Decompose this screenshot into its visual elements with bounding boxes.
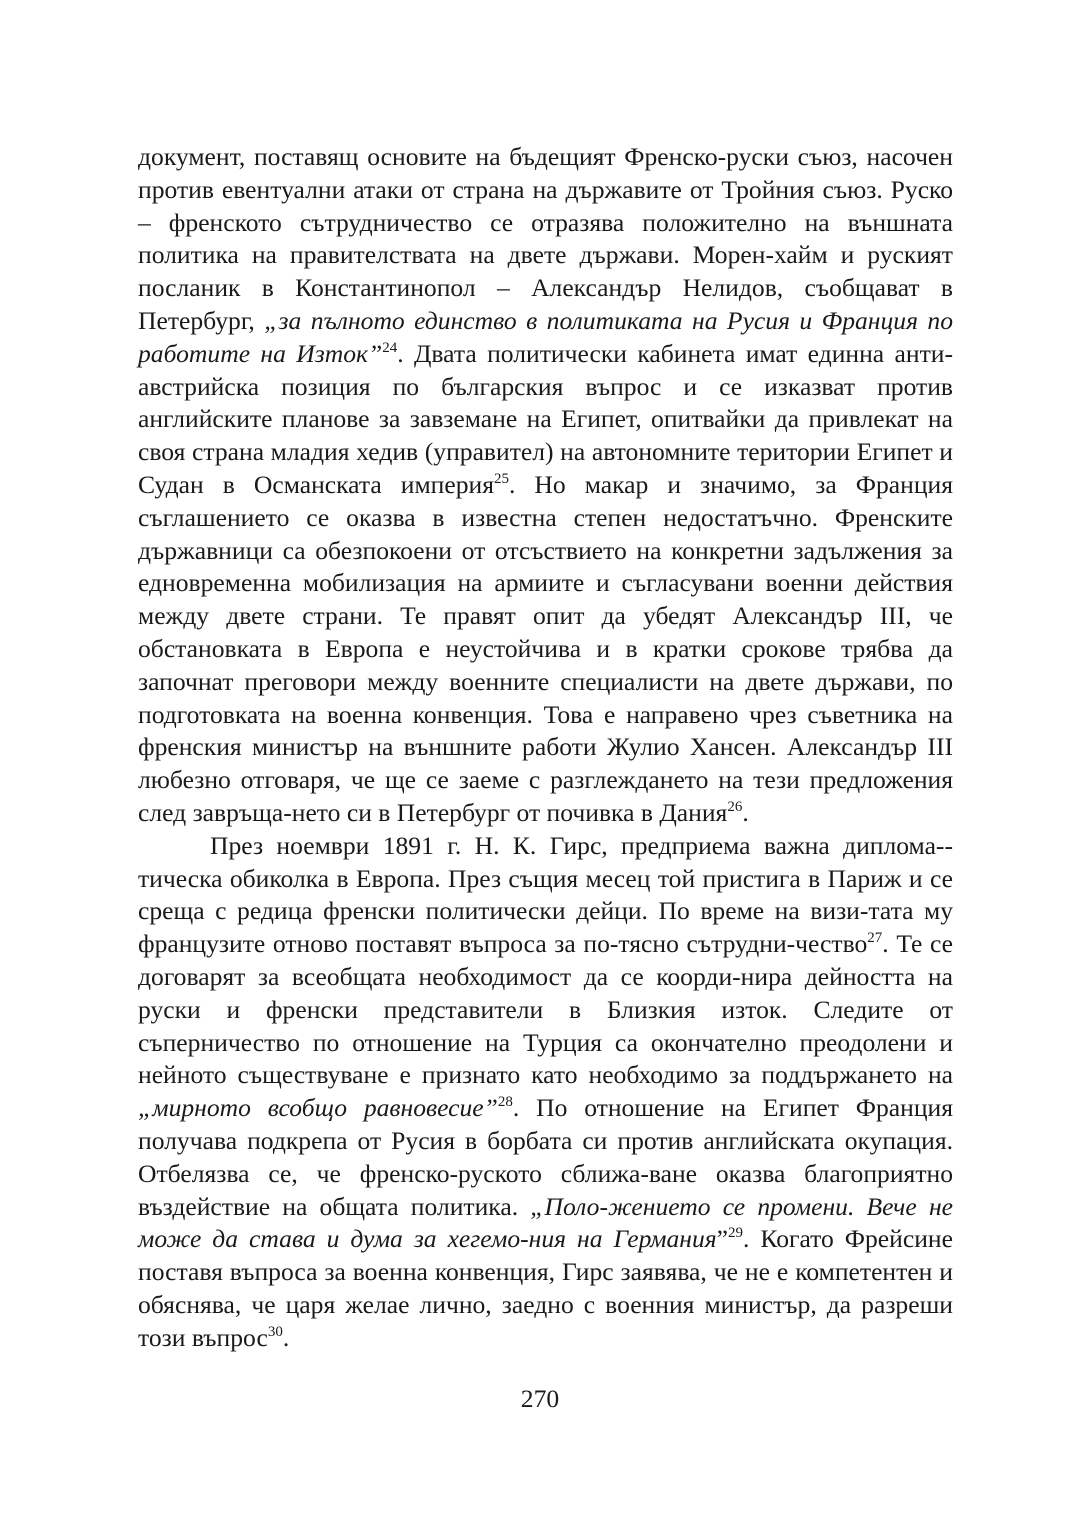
- quotation: „мирното всобщо равновесие”: [138, 1093, 498, 1123]
- footnote-ref: 25: [494, 470, 509, 487]
- body-text: [138, 141, 953, 1354]
- footnote-ref: 26: [727, 798, 743, 815]
- footnote-ref: 24: [382, 339, 398, 356]
- quotation: „Поло-жението се промени. Вече не може да става и дума за хегемо-ния на Германия: [138, 1191, 953, 1254]
- text-run: .: [742, 797, 749, 827]
- text-run: . Но макар и значимо, за Франция съглашението се оказва в известна степен недостатъчно. Френските държавници са обезпокоени от отсъствието на конкретни задължения за едновременна мобилизация на армиите и съгласувани военни действия между двете страни. Те правят опит да убедят Александър III, че обстановката в Европа е неустойчива и в кратки срокове трябва да започнат преговори между военните специалисти на двете държави, по подготовката на военна конвенция. Това е направено чрез съветника на френския министър на външните работи Жулио Хансен. Александър III любезно отговаря, че ще се заеме с разглеждането на тези предложения след завръща-нето си в Петербург от почивка в Дания: [138, 469, 953, 827]
- paragraph: [138, 141, 953, 830]
- text-run: През ноември 1891 г. Н. К. Гирс, предприема важна диплома-тическа обиколка в Европа. През същия месец той пристига в Париж и се среща с редица френски политически дейци. По време на визи-тата му французите отново поставят въпроса за по-тясно сътрудни-чество: [138, 830, 953, 959]
- footnote-ref: 30: [267, 1323, 283, 1340]
- text-run: . По отношение на Египет Франция получава подкрепа от Русия в борбата си против английската окупация. Отбелязва се, че френско-руското сближа-ване оказва благоприятно въздействие на общата политика.: [138, 1093, 953, 1221]
- text-run: документ, поставящ основите на бъдещият Френско-руски съюз, насочен против евентуални атаки от страна на държавите от Тройния съюз. Руско – френското сътрудничество се отразява положително на външната политика на правителствата на двете държави. Морен-хайм и руският посланик в Константинопол – Александър Нелидов, съобщават в Петербург,: [138, 142, 953, 335]
- text-run: . Двата политически кабинета имат единна анти-австрийска позиция по българския въпрос и се изказват против английските планове за завземане на Египет, опитвайки да привлекат на своя страна младия хедив (управител) на автономните територии Египет и Судан в Османската империя: [138, 338, 953, 499]
- text-run: ”: [716, 1224, 729, 1254]
- footnote-ref: 27: [867, 930, 883, 947]
- quotation: „за пълното единство в политиката на Русия и Франция по работите на Изток”: [138, 305, 954, 368]
- page-number: 270: [520, 1384, 560, 1413]
- text-run: . Когато Фрейсине поставя въпроса за военна конвенция, Гирс заявява, че не е компетентен и обяснява, че царя желае лично, заедно с военния министър, да разреши този въпрос: [138, 1224, 953, 1352]
- footnote-ref: 29: [728, 1225, 744, 1242]
- paragraph: [138, 830, 953, 1355]
- text-run: . Те се договарят за всеобщата необходимост да се коорди-нира дейността на руски и френски представители в Близкия изток. Следите от съперничество по отношение на Турция са окончателно преодолени и нейното съществуване е признато като необходимо за поддържането на: [138, 929, 953, 1090]
- footnote-ref: 28: [497, 1094, 513, 1111]
- text-run: .: [282, 1322, 290, 1352]
